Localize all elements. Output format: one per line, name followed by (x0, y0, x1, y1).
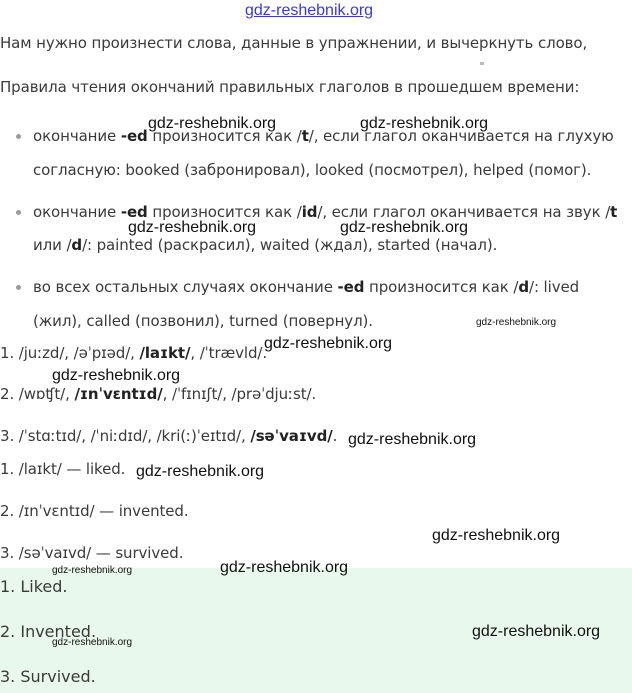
watermark-text: gdz-reshebnik.org (472, 623, 601, 640)
watermark-text: gdz-reshebnik.org (360, 115, 489, 132)
watermark-top-link[interactable]: gdz-reshebnik.org (245, 2, 374, 19)
transcription-2: 2. /wɒʧt/, /ɪnˈvɛntɪd/, /ˈfɪnɪʃt/, /prəˈdjuːst/. (0, 385, 317, 403)
bullet-dot (16, 134, 21, 139)
intro-text: Нам нужно произнести слова, данные в упражнении, и вычеркнуть слово, (0, 34, 588, 52)
transcription-3: 3. /ˈstɑːtɪd/, /ˈniːdɪd/, /kri(ː)ˈeɪtɪd/, /səˈvaɪvd/. (0, 427, 338, 445)
watermark-text-small: gdz-reshebnik.org (52, 565, 133, 576)
watermark-text: gdz-reshebnik.org (136, 463, 265, 480)
match-1: 1. /laɪkt/ — liked. (0, 460, 126, 478)
watermark-text: gdz-reshebnik.org (148, 115, 277, 132)
answer-2: 2. Invented. (0, 622, 97, 641)
watermark-text: gdz-reshebnik.org (348, 431, 477, 448)
rule-3-line-1: во всех остальных случаях окончание -ed произносится как /d/: lived (33, 278, 580, 296)
watermark-text: gdz-reshebnik.org (264, 335, 393, 352)
watermark-text: gdz-reshebnik.org (220, 559, 349, 576)
bullet-dot (16, 210, 21, 215)
rule-1-line-1: окончание -ed произносится как /t/, если глагол оканчивается на глухую (33, 127, 614, 145)
watermark-text: gdz-reshebnik.org (128, 219, 257, 236)
bullet-dot (16, 285, 21, 290)
match-2: 2. /ɪnˈvɛntɪd/ — invented. (0, 502, 189, 520)
watermark-text-small: gdz-reshebnik.org (476, 317, 557, 328)
transcription-1: 1. /juːzd/, /əˈpɪəd/, /laɪkt/, /ˈtrævld/. (0, 344, 268, 362)
watermark-text-small: gdz-reshebnik.org (52, 637, 133, 648)
rule-3-line-2: (жил), called (позвонил), turned (повернул). (33, 312, 373, 330)
answer-1: 1. Liked. (0, 577, 68, 596)
watermark-text: gdz-reshebnik.org (432, 527, 561, 544)
rules-title: Правила чтения окончаний правильных глаголов в прошедшем времени: (0, 78, 580, 96)
scan-artifact (480, 62, 484, 65)
rule-2-line-1: окончание -ed произносится как /id/, если глагол оканчивается на звук /t (33, 203, 618, 221)
rule-2-line-2: или /d/: painted (раскрасил), waited (ждал), started (начал). (33, 236, 498, 254)
answer-3: 3. Survived. (0, 667, 96, 686)
match-3: 3. /səˈvaɪvd/ — survived. (0, 544, 184, 562)
rule-1-line-2: согласную: booked (забронировал), looked (посмотрел), helped (помог). (33, 161, 592, 179)
watermark-text: gdz-reshebnik.org (52, 367, 181, 384)
watermark-text: gdz-reshebnik.org (340, 219, 469, 236)
